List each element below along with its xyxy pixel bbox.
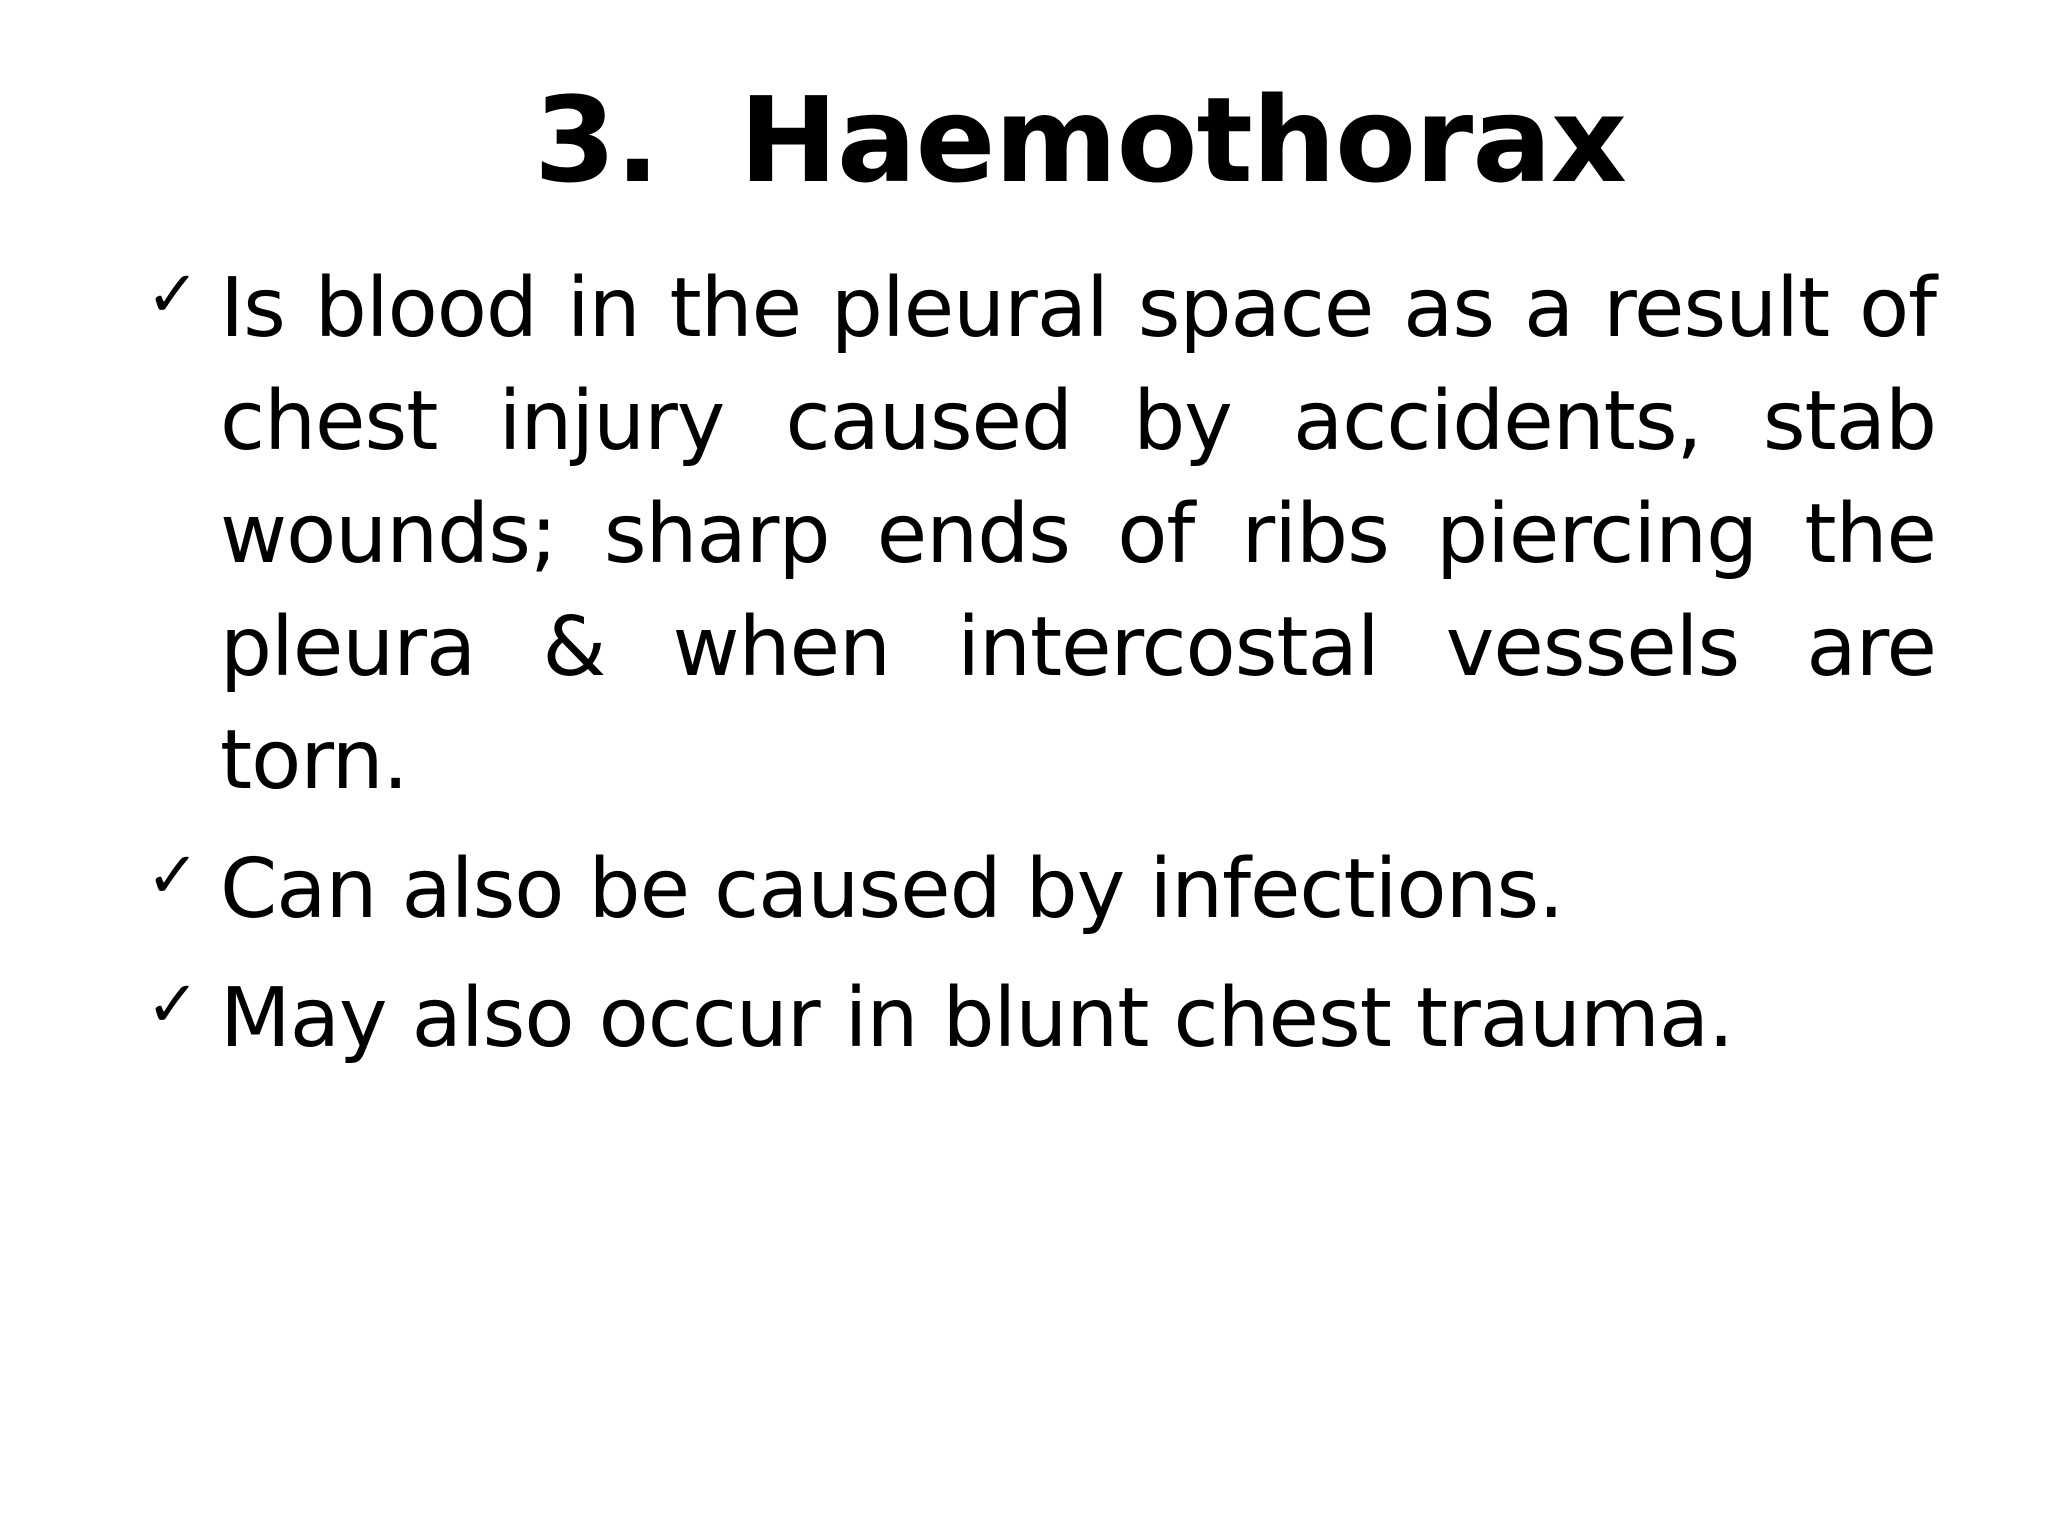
bullet-item [146, 252, 1936, 817]
bullet-text: May also occur in blunt chest trauma. [220, 971, 1734, 1066]
slide-title: 3. Haemothorax [534, 71, 1626, 209]
checkmark-icon: ✓ [146, 968, 200, 1042]
bullet-text: Can also be caused by infections. [220, 842, 1564, 937]
bullet-item [146, 833, 1936, 946]
checkmark-icon: ✓ [146, 258, 200, 332]
bullet-list [146, 252, 1936, 1091]
checkmark-icon: ✓ [146, 839, 200, 913]
bullet-item [146, 962, 1936, 1075]
bullet-text: Is blood in the pleural space as a result of chest injury caused by accidents, stab wounds; sharp ends of ribs piercing the pleura & when intercostal vessels are torn. [220, 261, 1936, 808]
